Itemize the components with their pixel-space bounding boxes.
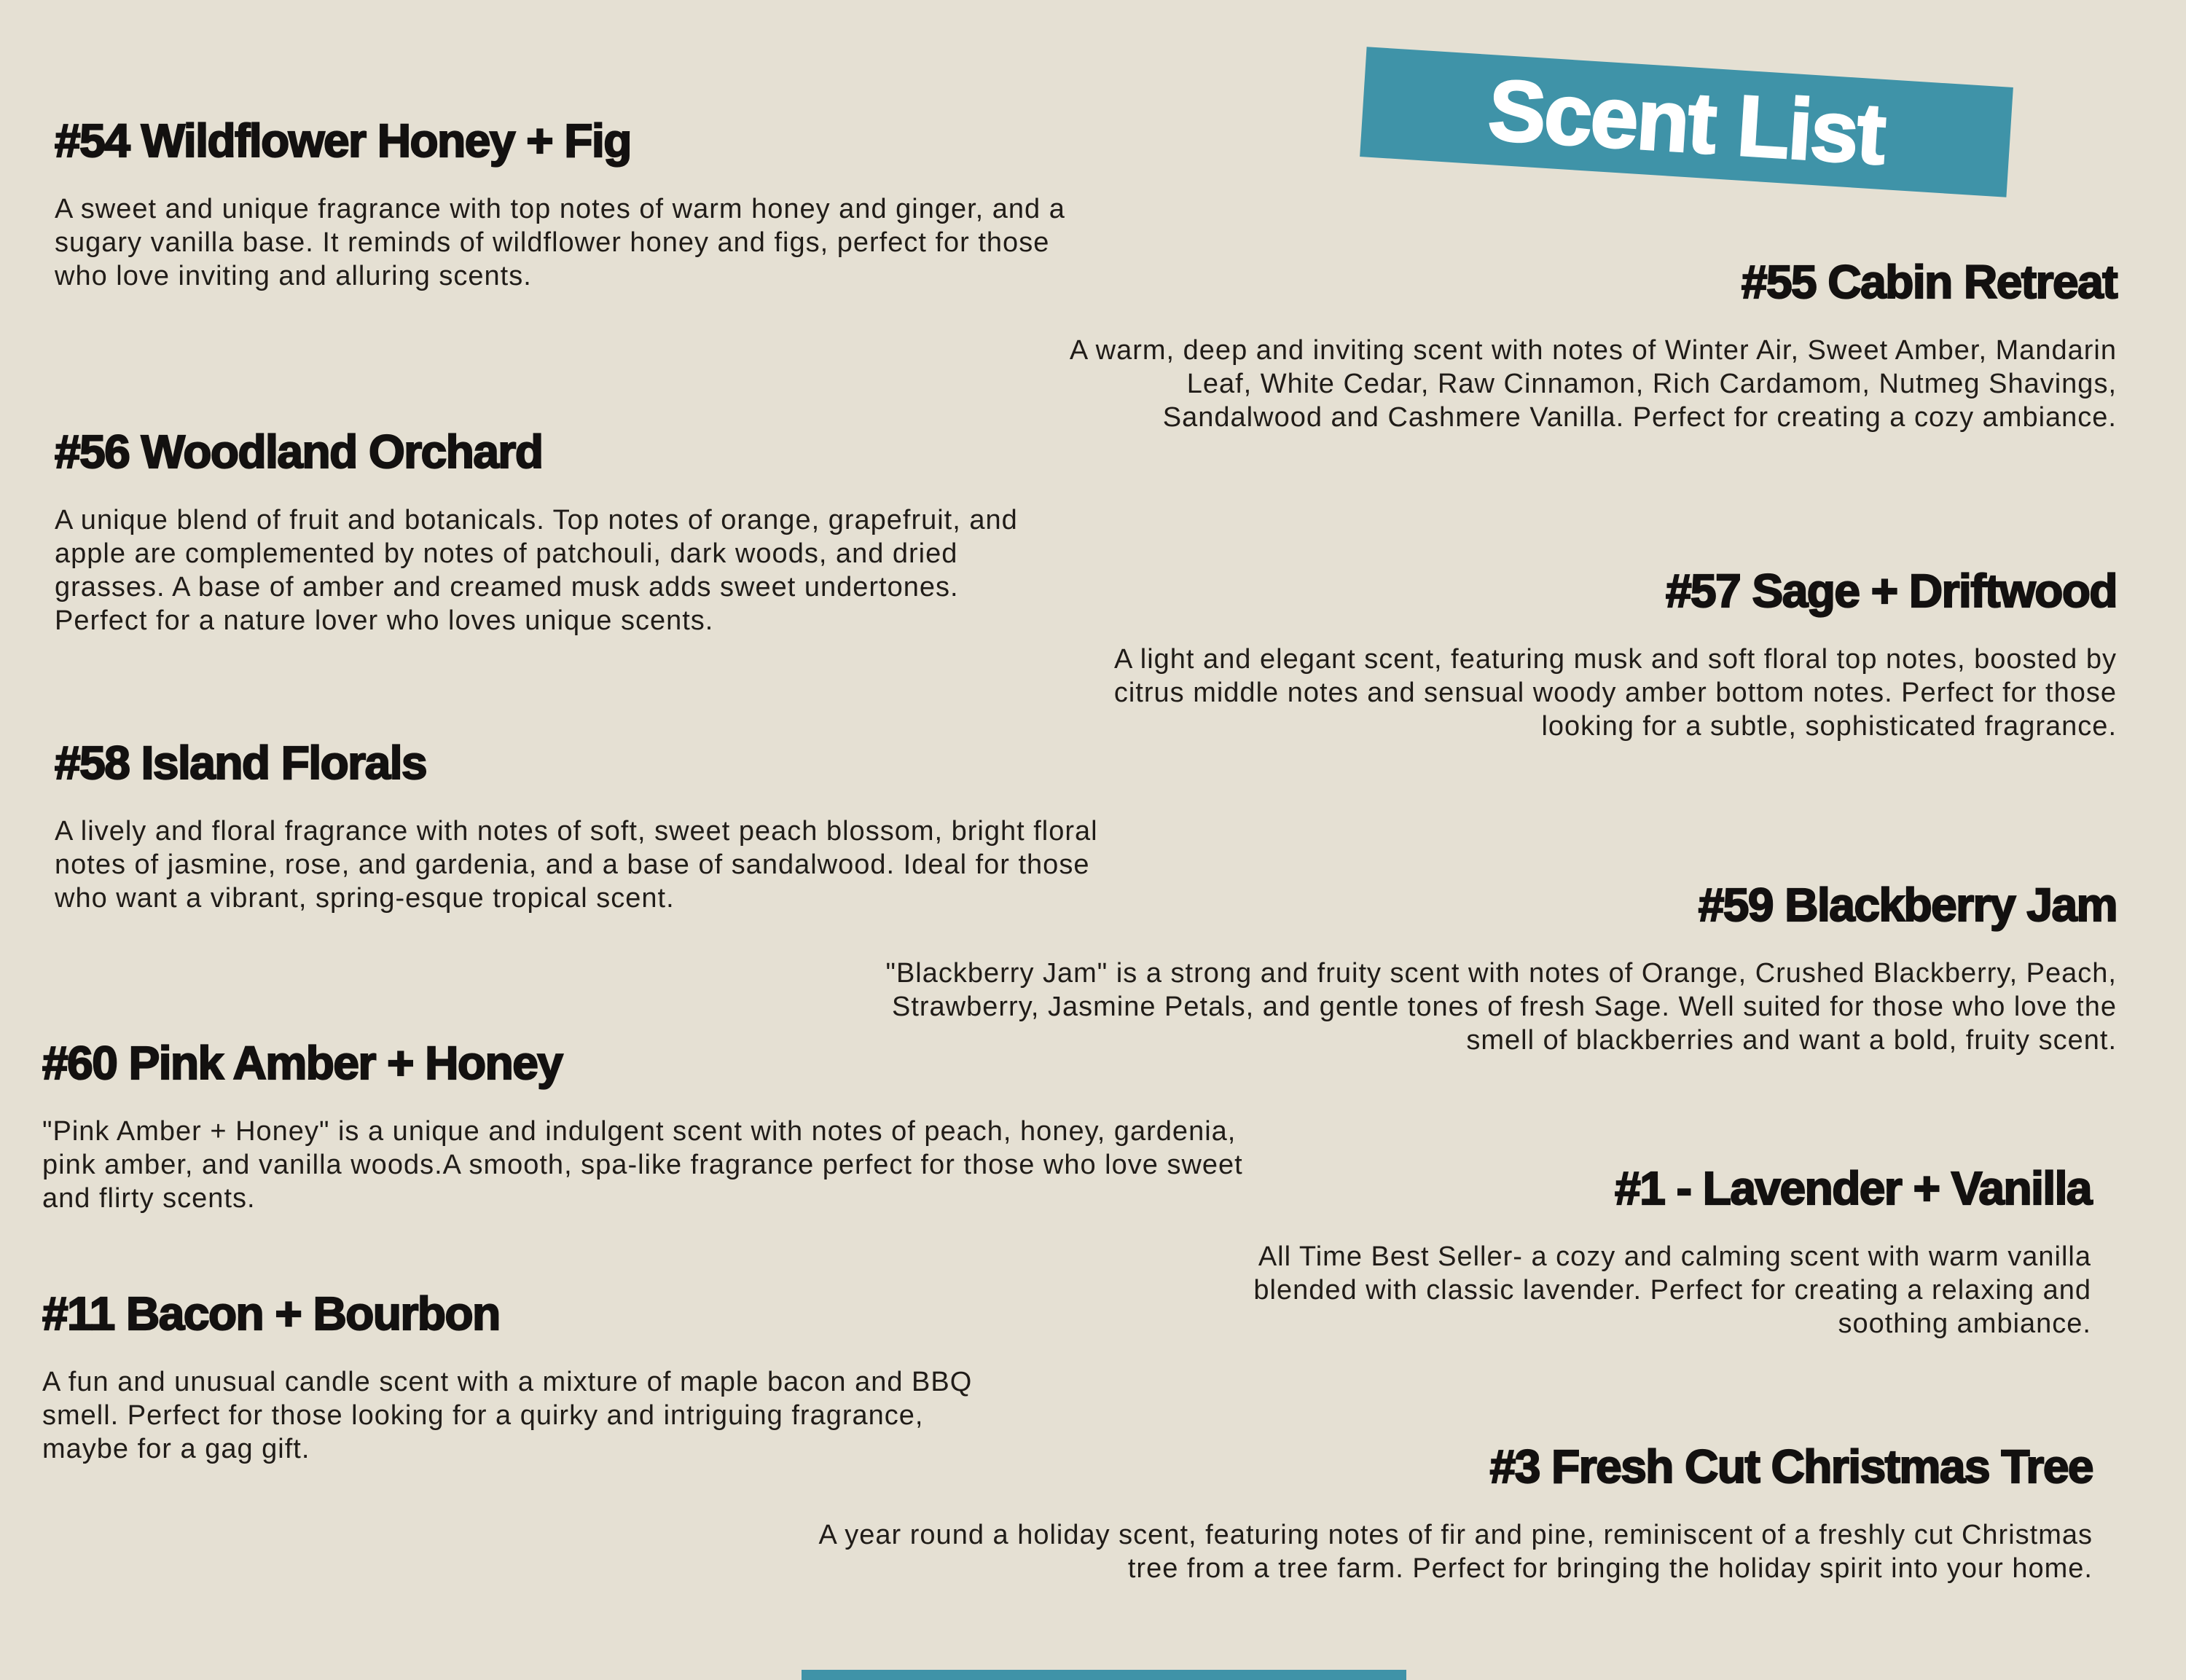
scent-item-56 bbox=[55, 426, 1024, 637]
scent-description-58: A lively and floral fragrance with notes of soft, sweet peach blossom, bright floral notes of jasmine, rose, and gardenia, and a base of sandalwood. Ideal for those who want a vibrant, spring-esque tropical scent. bbox=[55, 816, 1098, 914]
scent-list-banner bbox=[1360, 47, 2013, 197]
scent-item-55 bbox=[1024, 256, 2117, 434]
scent-description-59: "Blackberry Jam" is a strong and fruity scent with notes of Orange, Crushed Blackberry, Peach, Strawberry, Jasmine Petals, and gentle tones of fresh Sage. Well suited for those who love the smell of blackberries and want a bold, fruity scent. bbox=[885, 958, 2117, 1056]
scent-title-59: #59 Blackberry Jam bbox=[1698, 879, 2117, 931]
scent-description-11: A fun and unusual candle scent with a mixture of maple bacon and BBQ smell. Perfect for those looking for a quirky and intriguing fragrance, maybe for a gag gift. bbox=[42, 1367, 973, 1464]
scent-description-55: A warm, deep and inviting scent with notes of Winter Air, Sweet Amber, Mandarin Leaf, White Cedar, Raw Cinnamon, Rich Cardamom, Nutmeg Shavings, Sandalwood and Cashmere Vanilla. Perfect for creating a cozy ambiance. bbox=[1069, 335, 2117, 433]
scent-item-59 bbox=[834, 879, 2117, 1057]
scent-description-57: A light and elegant scent, featuring musk and soft floral top notes, boosted by citrus middle notes and sensual woody amber bottom notes. Perfect for those looking for a subtle, sophisticated fragrance. bbox=[1113, 644, 2117, 742]
scent-description-3: A year round a holiday scent, featuring notes of fir and pine, reminiscent of a freshly cut Christmas tree from a tree farm. Perfect for bringing the holiday spirit into your home. bbox=[818, 1520, 2093, 1584]
scent-title-57: #57 Sage + Driftwood bbox=[1665, 565, 2117, 617]
scent-title-60: #60 Pink Amber + Honey bbox=[42, 1037, 563, 1089]
bottom-accent-bar bbox=[802, 1670, 1406, 1680]
scent-title-55: #55 Cabin Retreat bbox=[1741, 256, 2117, 308]
scent-description-1: All Time Best Seller- a cozy and calming scent with warm vanilla blended with classic lavender. Perfect for creating a relaxing and soothing ambiance. bbox=[1253, 1241, 2091, 1339]
scent-title-1: #1 - Lavender + Vanilla bbox=[1615, 1162, 2091, 1214]
scent-description-54: A sweet and unique fragrance with top notes of warm honey and ginger, and a sugary vanilla base. It reminds of wildflower honey and figs, perfect for those who love inviting and alluring scents. bbox=[55, 194, 1065, 291]
scent-item-1 bbox=[1173, 1163, 2091, 1341]
scent-item-3 bbox=[818, 1441, 2093, 1585]
scent-item-54 bbox=[55, 115, 1075, 293]
page-title: Scent List bbox=[1485, 61, 1888, 183]
scent-item-57 bbox=[1046, 565, 2117, 743]
scent-title-56: #56 Woodland Orchard bbox=[55, 425, 543, 478]
scent-item-11 bbox=[42, 1288, 1011, 1466]
scent-title-54: #54 Wildflower Honey + Fig bbox=[55, 114, 631, 167]
scent-description-60: "Pink Amber + Honey" is a unique and indulgent scent with notes of peach, honey, gardenia, pink amber, and vanilla woods.A smooth, spa-like fragrance perfect for those who love sweet and flirty scents. bbox=[42, 1116, 1243, 1214]
scent-title-11: #11 Bacon + Bourbon bbox=[42, 1287, 500, 1340]
scent-item-60 bbox=[42, 1037, 1281, 1215]
scent-title-3: #3 Fresh Cut Christmas Tree bbox=[1489, 1440, 2093, 1493]
scent-title-58: #58 Island Florals bbox=[55, 737, 427, 789]
scent-description-56: A unique blend of fruit and botanicals. Top notes of orange, grapefruit, and apple are complemented by notes of patchouli, dark woods, and dried grasses. A base of amber and creamed musk adds sweet undertones. Perfect for a nature lover who loves unique scents. bbox=[55, 505, 1018, 636]
